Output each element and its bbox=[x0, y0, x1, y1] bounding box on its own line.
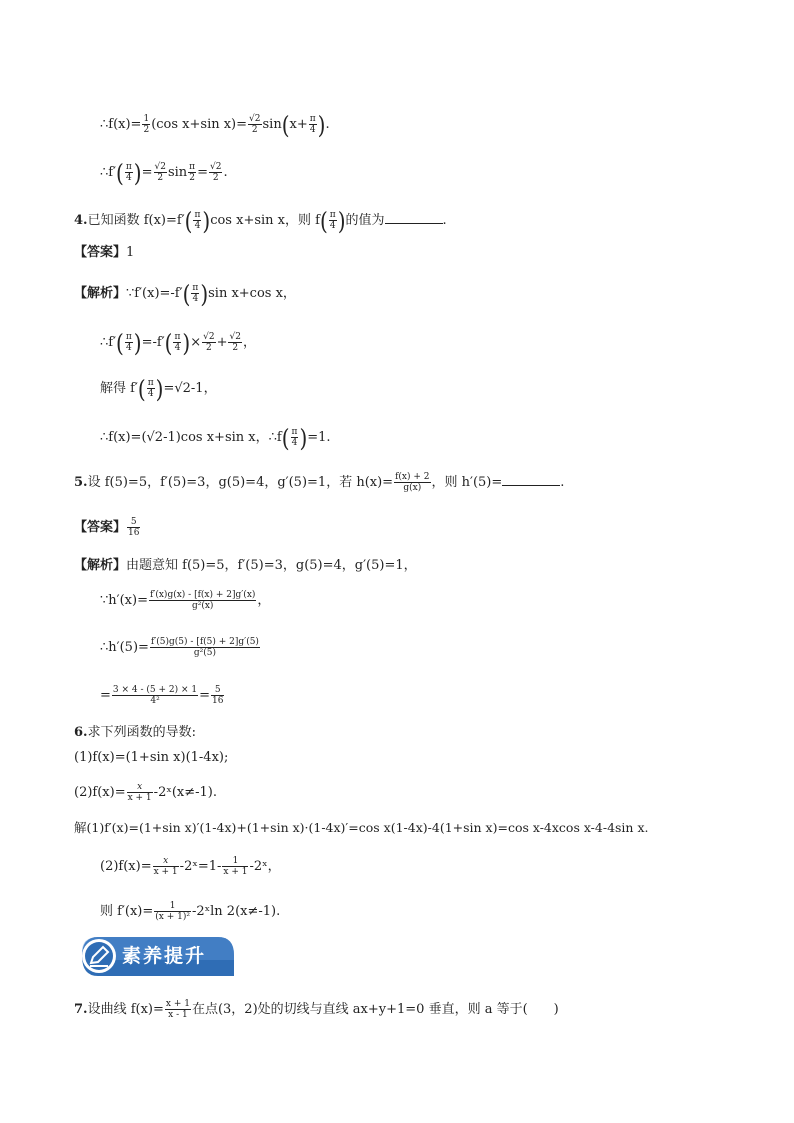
pencil-icon bbox=[87, 944, 111, 968]
paren: ( bbox=[281, 110, 290, 139]
fraction: $\frac{\pi}{4}$ bbox=[329, 210, 336, 231]
fraction: $\frac{\pi}{2}$ bbox=[189, 162, 196, 183]
question-4: 4.已知函数 f(x)=f′( $\frac{\pi}{4}$ )cos x+sin x，则 f( $\frac{\pi}{4}$ )的值为 . bbox=[74, 206, 447, 235]
fraction: $\frac{\pi}{4}$ bbox=[147, 378, 154, 399]
fraction: $\frac{\pi}{4}$ bbox=[125, 162, 132, 183]
fraction: $\frac{f'(x)g(x) - [f(x) + 2]g'(x)}{\text{g²(x)}}$ bbox=[149, 590, 256, 611]
paren: ) bbox=[133, 328, 142, 357]
fraction: $\frac{\pi}{4}$ bbox=[174, 332, 181, 353]
fraction: $\frac{√2}{2}$ bbox=[203, 332, 215, 353]
fraction: $\frac{√2}{2}$ bbox=[154, 162, 166, 183]
question-6-part-2: (2)f(x)= $\frac{x}{x + 1}$ -2ˣ(x≠-1). bbox=[74, 782, 218, 803]
solution-6-part-3: 则 f′(x)= $\frac{1}{\text{(x + 1)²}}$ -2ˣln 2(x≠-1). bbox=[100, 901, 281, 922]
analysis-5-line-3: ∴h′(5)= $\frac{f'(5)g(5) - [f(5) + 2]g'(5)}{\text{g²(5)}}$ bbox=[100, 637, 259, 658]
paren: ) bbox=[337, 206, 346, 235]
fraction: $\frac{\pi}{4}$ bbox=[192, 283, 199, 304]
solution-6-part-2: (2)f(x)= $\frac{x}{x + 1}$ -2ˣ=1- $\frac{1}{x + 1}$ -2ˣ， bbox=[100, 856, 281, 877]
paren: ( bbox=[164, 328, 173, 357]
fraction: $\frac{\pi}{4}$ bbox=[309, 114, 316, 135]
fraction: $\frac{x}{x + 1}$ bbox=[153, 856, 178, 877]
fraction: $\frac{√2}{2}$ bbox=[210, 162, 222, 183]
answer-4: 【答案】1 bbox=[74, 245, 135, 260]
analysis-4-line-4: ∴f(x)=(√2-1)cos x+sin x，∴f( $\frac{\pi}{4}$ )=1. bbox=[100, 423, 331, 452]
fraction: $\frac{5}{16}$ bbox=[212, 685, 224, 706]
fraction: $\frac{x}{x + 1}$ bbox=[127, 782, 152, 803]
solution-line-1: ∴f(x)= $\frac{1}{2}$ (cos x+sin x)= $\frac{√2}{2}$ sin(x+ $\frac{\pi}{4}$ ). bbox=[100, 110, 330, 139]
fraction: $\frac{1}{x + 1}$ bbox=[223, 856, 248, 877]
question-5: 5.设 f(5)=5，f′(5)=3，g(5)=4，g′(5)=1，若 h(x)= $\frac{f(x) + 2}{g(x)}$ ，则 h′(5)= . bbox=[74, 472, 565, 493]
paren: ) bbox=[200, 279, 209, 308]
paren: ( bbox=[319, 206, 328, 235]
paren: ) bbox=[182, 328, 191, 357]
banner-title: 素养提升 bbox=[122, 945, 207, 967]
solution-line-2: ∴f′( $\frac{\pi}{4}$ )= $\frac{√2}{2}$ sin $\frac{\pi}{2}$ = $\frac{√2}{2}$ . bbox=[100, 158, 228, 187]
fraction: $\frac{f'(5)g(5) - [f(5) + 2]g'(5)}{\text{g²(5)}}$ bbox=[150, 637, 259, 658]
fraction: $\frac{√2}{2}$ bbox=[249, 114, 261, 135]
fraction: $\frac{x + 1}{x - 1}$ bbox=[165, 999, 190, 1020]
fraction: $\frac{3 \times 4 - (5 + 2) \times 1}{\text{4²}}$ bbox=[112, 685, 198, 706]
fraction: $\frac{√2}{2}$ bbox=[229, 332, 241, 353]
fraction: $\frac{\pi}{4}$ bbox=[291, 427, 298, 448]
paren: ) bbox=[299, 423, 308, 452]
analysis-4-line-2: ∴f′( $\frac{\pi}{4}$ )=-f′( $\frac{\pi}{4}$ )× $\frac{√2}{2}$ + $\frac{√2}{2}$ ， bbox=[100, 328, 256, 357]
question-7: 7.设曲线 f(x)= $\frac{x + 1}{x - 1}$ 在点(3，2)处的切线与直线 ax+y+1=0 垂直，则 a 等于( ) bbox=[74, 999, 559, 1020]
question-6-part-1: (1)f(x)=(1+sin x)(1-4x); bbox=[74, 750, 229, 765]
paren: ( bbox=[116, 158, 124, 187]
paren: ( bbox=[281, 423, 290, 452]
paren: ) bbox=[202, 206, 211, 235]
paren: ( bbox=[137, 374, 146, 403]
fraction: $\frac{1}{2}$ bbox=[143, 114, 150, 135]
question-6: 6.求下列函数的导数: bbox=[74, 725, 196, 740]
paren: ) bbox=[155, 374, 164, 403]
section-banner bbox=[78, 934, 234, 976]
solution-6-part-1: 解(1)f′(x)=(1+sin x)′(1-4x)+(1+sin x)·(1-4x)′=cos x(1-4x)-4(1+sin x)=cos x-4xcos x-4-4sin x. bbox=[74, 820, 649, 835]
paren: ( bbox=[116, 328, 124, 357]
paren: ( bbox=[184, 206, 193, 235]
paren: ( bbox=[182, 279, 191, 308]
fraction: $\frac{\pi}{4}$ bbox=[125, 332, 132, 353]
fraction: $\frac{5}{16}$ bbox=[128, 517, 140, 538]
answer-5: 【答案】 $\frac{5}{16}$ bbox=[74, 517, 140, 538]
analysis-5-line-4: = $\frac{3 \times 4 - (5 + 2) \times 1}{\text{4²}}$ = $\frac{5}{16}$ bbox=[100, 685, 224, 706]
analysis-4-line-1: 【解析】∵f′(x)=-f′( $\frac{\pi}{4}$ )sin x+cos x， bbox=[74, 279, 296, 308]
analysis-5-line-1: 【解析】由题意知 f(5)=5，f′(5)=3，g(5)=4，g′(5)=1， bbox=[74, 558, 417, 573]
answer-blank bbox=[502, 473, 560, 486]
fraction: $\frac{f(x) + 2}{g(x)}$ bbox=[395, 472, 430, 493]
answer-blank bbox=[385, 211, 443, 224]
paren: ) bbox=[317, 110, 326, 139]
fraction: $\frac{1}{\text{(x + 1)²}}$ bbox=[155, 901, 190, 922]
paren: ) bbox=[133, 158, 142, 187]
analysis-4-line-3: 解得 f′( $\frac{\pi}{4}$ )=√2-1， bbox=[100, 374, 217, 403]
analysis-5-line-2: ∵h′(x)= $\frac{f'(x)g(x) - [f(x) + 2]g'(x)}{\text{g²(x)}}$ ， bbox=[100, 590, 271, 611]
fraction: $\frac{\pi}{4}$ bbox=[194, 210, 201, 231]
